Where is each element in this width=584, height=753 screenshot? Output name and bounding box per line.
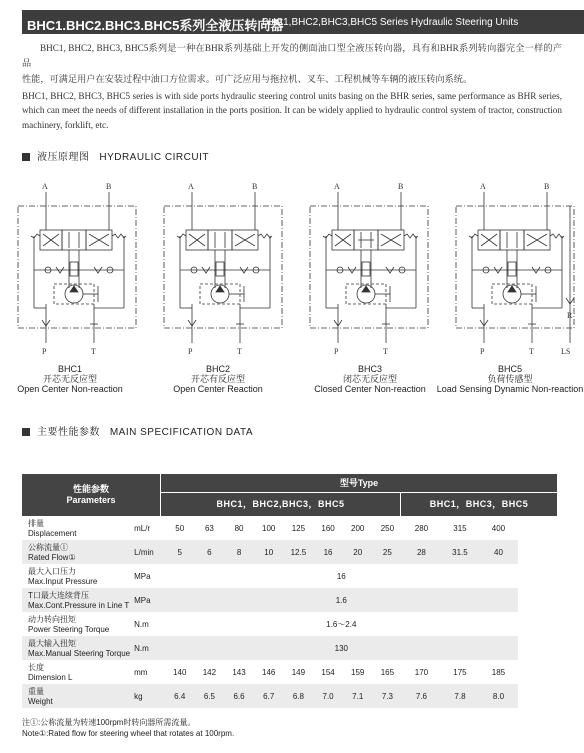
type-label-en: Type bbox=[357, 478, 379, 488]
param-value: 6.5 bbox=[195, 684, 225, 708]
caption-model: BHC5 bbox=[497, 364, 522, 374]
port-b-label: B bbox=[252, 182, 258, 191]
circuit-section-heading bbox=[22, 148, 209, 163]
caption-model: BHC2 bbox=[205, 364, 230, 374]
param-value: 28 bbox=[402, 540, 440, 564]
circuit-bhc3 bbox=[306, 178, 434, 360]
param-label-cn: 最大输入扭矩 bbox=[28, 639, 76, 648]
param-value: 7.0 bbox=[313, 684, 343, 708]
spec-row bbox=[22, 660, 557, 684]
port-t-label: T bbox=[91, 347, 96, 356]
param-value: 50 bbox=[165, 516, 195, 540]
param-label-en: Displacement bbox=[28, 529, 77, 538]
caption-type-cn: 开芯有反应型 bbox=[190, 374, 245, 384]
param-value: 146 bbox=[254, 660, 284, 684]
param-value: 1.6 bbox=[165, 588, 518, 612]
param-value: 12.5 bbox=[284, 540, 314, 564]
port-b-label: B bbox=[544, 182, 550, 191]
param-label-en: Weight bbox=[28, 697, 53, 706]
param-value: 143 bbox=[224, 660, 254, 684]
spec-row bbox=[22, 564, 557, 588]
spec-header-group1: BHC1，BHC2,BHC3，BHC5 bbox=[161, 493, 400, 516]
param-label-cn: 公称流量① bbox=[28, 543, 68, 552]
params-label-cn: 性能参数 bbox=[72, 484, 109, 494]
port-p-label: P bbox=[480, 347, 485, 356]
caption-type-cn: 负荷传感型 bbox=[487, 374, 533, 384]
bullet-square-icon bbox=[22, 153, 30, 161]
port-t-label: T bbox=[529, 347, 534, 356]
circuit-caption-bhc3 bbox=[290, 364, 450, 394]
param-value: 7.6 bbox=[402, 684, 440, 708]
spec-title-en: MAIN SPECIFICATION DATA bbox=[109, 427, 254, 438]
param-label bbox=[22, 516, 130, 540]
param-label-cn: 最大入口压力 bbox=[28, 567, 76, 576]
param-unit: mL/r bbox=[130, 516, 165, 540]
port-p-label: P bbox=[42, 347, 47, 356]
param-unit: L/min bbox=[130, 540, 165, 564]
param-value: 31.5 bbox=[441, 540, 480, 564]
params-label-en: Parameters bbox=[66, 495, 116, 505]
param-unit: kg bbox=[130, 684, 165, 708]
port-p-label: P bbox=[188, 347, 193, 356]
param-value: 6.4 bbox=[165, 684, 195, 708]
param-value: 160 bbox=[313, 516, 343, 540]
intro-text bbox=[22, 41, 562, 134]
param-value: 6.8 bbox=[284, 684, 314, 708]
param-value: 149 bbox=[284, 660, 314, 684]
param-label-en: Max.Cont.Pressure in Line T bbox=[28, 601, 130, 610]
param-unit: MPa bbox=[130, 564, 165, 588]
circuit-bhc5 bbox=[452, 178, 580, 360]
spec-section-heading bbox=[22, 423, 253, 438]
param-label bbox=[22, 660, 130, 684]
param-value: 25 bbox=[373, 540, 403, 564]
param-value: 142 bbox=[195, 660, 225, 684]
param-label-en: Rated Flow① bbox=[28, 553, 76, 562]
param-value: 80 bbox=[224, 516, 254, 540]
param-label bbox=[22, 540, 130, 564]
port-p-label: P bbox=[334, 347, 339, 356]
circuit-title-cn: 液压原理图 bbox=[37, 152, 90, 163]
circuit-bhc2 bbox=[160, 178, 288, 360]
param-value: 7.8 bbox=[441, 684, 480, 708]
param-value: 7.3 bbox=[373, 684, 403, 708]
spec-row bbox=[22, 588, 557, 612]
caption-type-en: Load Sensing Dynamic Non-reaction bbox=[436, 384, 584, 394]
spec-row bbox=[22, 540, 557, 564]
param-value: 16 bbox=[313, 540, 343, 564]
param-label-cn: 排量 bbox=[28, 519, 44, 528]
param-value: 6.6 bbox=[224, 684, 254, 708]
intro-cn-line1: BHC1, BHC2, BHC3, BHC5系列是一种在BHR系列基础上开发的侧面油口型全液压转向器，具有和BHR系列转向器完全一样的产品 bbox=[22, 43, 562, 68]
param-unit: N.m bbox=[130, 612, 165, 636]
param-value: 16 bbox=[165, 564, 518, 588]
spec-row bbox=[22, 516, 557, 540]
intro-cn-line2: 性能，可满足用户在安装过程中油口方位需求。可广泛应用与拖拉机、叉车、工程机械等车辆的液压转向系统。 bbox=[22, 74, 473, 84]
param-value: 20 bbox=[343, 540, 373, 564]
param-value: 159 bbox=[343, 660, 373, 684]
param-value: 8.0 bbox=[479, 684, 517, 708]
circuit-caption-bhc5 bbox=[430, 364, 584, 394]
param-label-cn: 重量 bbox=[28, 687, 44, 696]
param-value: 165 bbox=[373, 660, 403, 684]
port-t-label: T bbox=[383, 347, 388, 356]
caption-model: BHC1 bbox=[57, 364, 82, 374]
param-label-en: Max.Manual Steering Torque bbox=[28, 649, 131, 658]
port-a-label: A bbox=[334, 182, 340, 191]
header-spacer-row bbox=[22, 474, 557, 516]
param-value: 5 bbox=[165, 540, 195, 564]
param-label bbox=[22, 684, 130, 708]
spec-row bbox=[22, 612, 557, 636]
caption-type-en: Closed Center Non-reaction bbox=[314, 384, 426, 394]
spec-row bbox=[22, 684, 557, 708]
circuit-title-en: HYDRAULIC CIRCUIT bbox=[99, 152, 209, 163]
bullet-square-icon bbox=[22, 428, 30, 436]
port-b-label: B bbox=[106, 182, 112, 191]
spec-row bbox=[22, 636, 557, 660]
param-value: 100 bbox=[254, 516, 284, 540]
param-value: 1.6～2.4 bbox=[165, 612, 518, 636]
param-value: 280 bbox=[402, 516, 440, 540]
param-unit: mm bbox=[130, 660, 165, 684]
spec-title-cn: 主要性能参数 bbox=[37, 427, 100, 438]
param-label bbox=[22, 588, 130, 612]
param-value: 10 bbox=[254, 540, 284, 564]
caption-type-en: Open Center Reaction bbox=[173, 384, 263, 394]
param-value: 6.7 bbox=[254, 684, 284, 708]
caption-type-en: Open Center Non-reaction bbox=[17, 384, 123, 394]
param-value: 125 bbox=[284, 516, 314, 540]
param-label bbox=[22, 636, 130, 660]
port-a-label: A bbox=[42, 182, 48, 191]
param-value: 170 bbox=[402, 660, 440, 684]
port-b-label: B bbox=[398, 182, 404, 191]
param-unit: N.m bbox=[130, 636, 165, 660]
footnote-cn: 注①:公称流量为转速100rpm时转向器所需流量。 bbox=[22, 718, 196, 727]
spec-header-group2: BHC1，BHC3，BHC5 bbox=[401, 493, 557, 516]
spec-table bbox=[22, 474, 557, 708]
footnotes bbox=[22, 717, 234, 739]
param-value: 250 bbox=[373, 516, 403, 540]
param-value: 315 bbox=[441, 516, 480, 540]
port-t-label: T bbox=[237, 347, 242, 356]
param-unit: MPa bbox=[130, 588, 165, 612]
port-r-label: R bbox=[567, 311, 573, 320]
circuit-caption-bhc1 bbox=[0, 364, 150, 394]
param-value: 8 bbox=[224, 540, 254, 564]
page-subtitle: BHC1,BHC2,BHC3,BHC5 Series Hydraulic Steering Units bbox=[262, 17, 519, 28]
param-label-en: Max.Input Pressure bbox=[28, 577, 98, 586]
param-label-en: Dimension L bbox=[28, 673, 73, 682]
page-title: BHC1.BHC2.BHC3.BHC5系列全液压转向器 bbox=[27, 18, 284, 33]
param-value: 400 bbox=[479, 516, 517, 540]
param-value: 40 bbox=[479, 540, 517, 564]
param-label-en: Power Steering Torque bbox=[28, 625, 110, 634]
port-a-label: A bbox=[480, 182, 486, 191]
circuit-caption-bhc2 bbox=[138, 364, 298, 394]
circuit-bhc1 bbox=[14, 178, 142, 360]
port-ls-label: LS bbox=[561, 347, 571, 356]
param-label bbox=[22, 564, 130, 588]
param-value: 140 bbox=[165, 660, 195, 684]
param-value: 185 bbox=[479, 660, 517, 684]
port-a-label: A bbox=[188, 182, 194, 191]
param-value: 175 bbox=[441, 660, 480, 684]
param-label-cn: T口最大连续背压 bbox=[28, 591, 89, 600]
param-value: 63 bbox=[195, 516, 225, 540]
caption-type-cn: 开芯无反应型 bbox=[42, 374, 97, 384]
param-label-cn: 动力转向扭矩 bbox=[28, 615, 76, 624]
caption-type-cn: 闭芯无反应型 bbox=[342, 374, 397, 384]
param-value: 154 bbox=[313, 660, 343, 684]
footnote-en: Note①:Rated flow for steering wheel that rotates at 100rpm. bbox=[22, 729, 235, 738]
intro-en: BHC1, BHC2, BHC3, BHC5 series is with side ports hydraulic steering control units basing on the BHR series, same performance as BHR series, which can meet the needs of different installation in the ports position. It can be widely applied to hydraulic control system of tractor, construction machinery, forklift, etc. bbox=[22, 90, 562, 130]
param-value: 130 bbox=[165, 636, 518, 660]
param-label bbox=[22, 612, 130, 636]
title-bar bbox=[22, 10, 584, 34]
type-label-cn: 型号 bbox=[339, 478, 358, 488]
param-value: 200 bbox=[343, 516, 373, 540]
param-label-cn: 长度 bbox=[28, 663, 44, 672]
param-value: 6 bbox=[195, 540, 225, 564]
param-value: 7.1 bbox=[343, 684, 373, 708]
caption-model: BHC3 bbox=[357, 364, 382, 374]
